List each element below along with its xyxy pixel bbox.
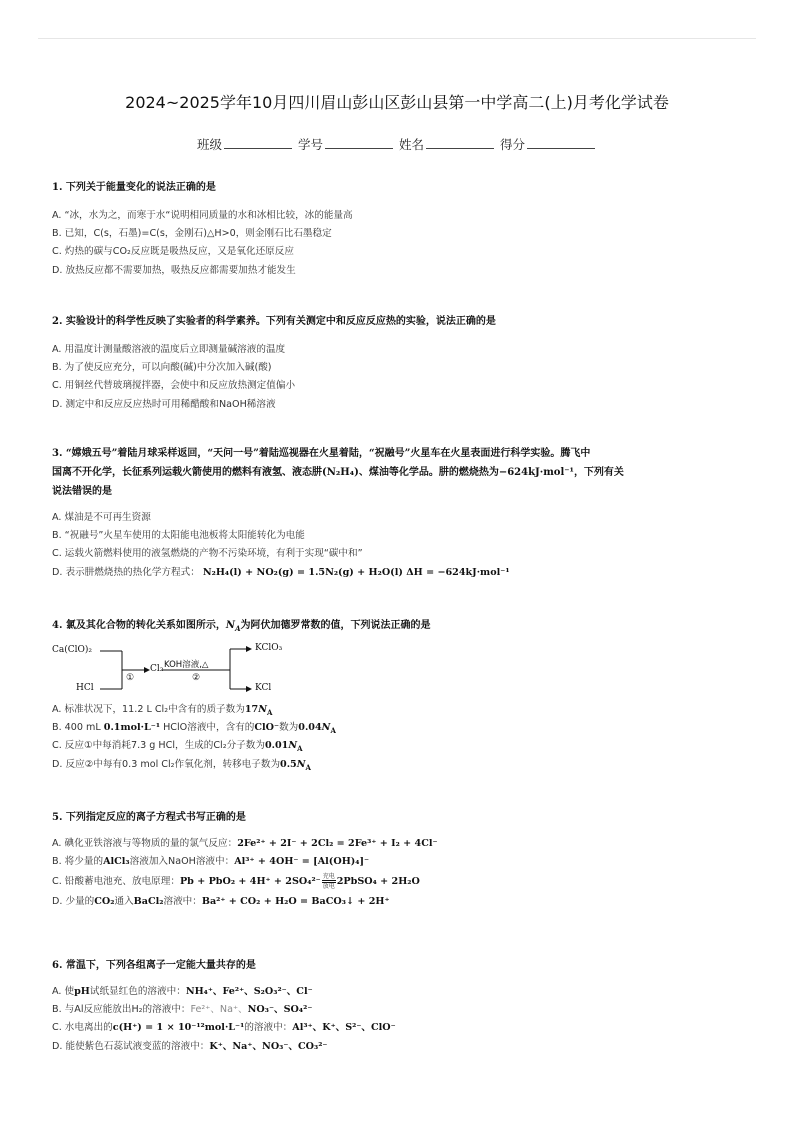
option-b[interactable]: B. 将少量的AlCl₃溶液加入NaOH溶液中：Al³⁺ + 4OH⁻ = [Al(OH)₄]⁻ — [52, 856, 370, 868]
charge-discharge-arrow: 充电 放电 — [322, 872, 335, 890]
name-blank[interactable] — [426, 137, 494, 149]
option-d[interactable]: D. 表示肼燃烧热的热化学方程式： N₂H₄(l) + NO₂(g) = 1.5N₂(g) + H₂O(l) ΔH = −624kJ·mol⁻¹ — [52, 566, 510, 578]
student-info-line — [0, 135, 794, 153]
score-blank[interactable] — [527, 137, 595, 149]
option-d[interactable]: D. 少量的CO₂通入BaCl₂溶液中：Ba²⁺ + CO₂ + H₂O = BaCO₃↓ + 2H⁺ — [52, 896, 390, 908]
product-cl2: Cl₂ — [150, 664, 164, 674]
option-b[interactable]: B. “祝融号”火星车使用的太阳能电池板将太阳能转化为电能 — [52, 530, 305, 542]
class-label: 班级 — [196, 137, 222, 152]
question-stem: 3. “嫦娥五号”着陆月球采样返回，“天问一号”着陆巡视器在火星着陆，“祝融号”火星车在火星表面进行科学实验。腾飞中 国离不开化学，长征系列运载火箭使用的燃料有液氢、液态肼(N₂H₄)、煤油等化学品。肼的燃烧热为−624kJ·mol⁻¹，下列有关 说法错误的是 — [52, 448, 624, 497]
option-b[interactable]: B. 已知，C(s，石墨)=C(s，金刚石)△H>0，则金刚石比石墨稳定 — [52, 228, 332, 240]
step-2-label: ② — [192, 673, 201, 683]
option-b[interactable]: B. 400 mL 0.1mol·L⁻¹ HClO溶液中，含有的ClO⁻数为$0.04N_A$ — [52, 722, 336, 736]
top-divider — [38, 38, 756, 39]
option-b[interactable]: B. 与Al反应能放出H₂的溶液中：Fe²⁺、Na⁺、NO₃⁻、SO₄²⁻ — [52, 1004, 313, 1016]
name-label: 姓名 — [398, 137, 424, 152]
option-c[interactable]: C. 用铜丝代替玻璃搅拌器，会使中和反应放热测定值偏小 — [52, 380, 296, 392]
option-a[interactable]: A. “冰，水为之，而寒于水“说明相同质量的水和冰相比较，冰的能量高 — [52, 210, 353, 221]
question-2 — [52, 312, 742, 414]
reactant-caclo2: Ca(ClO)₂ — [52, 645, 93, 655]
option-b[interactable]: B. 为了使反应充分，可以向酸(碱)中分次加入碱(酸) — [52, 362, 272, 374]
question-4 — [52, 616, 742, 774]
question-stem: 5. 下列指定反应的离子方程式书写正确的是 — [52, 812, 246, 823]
option-d[interactable]: D. 放热反应都不需要加热，吸热反应都需要加热才能发生 — [52, 264, 296, 276]
question-6 — [52, 956, 742, 1056]
question-1 — [52, 178, 742, 280]
question-3 — [52, 444, 742, 582]
id-label: 学号 — [297, 137, 323, 152]
class-blank[interactable] — [224, 137, 292, 149]
step-2-condition: KOH溶液,△ — [164, 660, 209, 670]
thermochemical-equation: N₂H₄(l) + NO₂(g) = 1.5N₂(g) + H₂O(l) ΔH = −624kJ·mol⁻¹ — [202, 566, 510, 578]
question-5 — [52, 808, 742, 912]
option-a[interactable]: A. 用温度计测量酸溶液的温度后立即测量碱溶液的温度 — [52, 344, 286, 355]
question-stem: 6. 常温下，下列各组离子一定能大量共存的是 — [52, 960, 256, 971]
option-c[interactable]: C. 灼热的碳与CO₂反应既是吸热反应，又是氧化还原反应 — [52, 246, 294, 258]
option-d[interactable]: D. 能使紫色石蕊试液变蓝的溶液中：K⁺、Na⁺、NO₃⁻、CO₃²⁻ — [52, 1040, 328, 1052]
product-kcl: KCl — [255, 683, 272, 693]
page-title: 2024~2025学年10月四川眉山彭山区彭山县第一中学高二(上)月考化学试卷 — [125, 93, 669, 112]
question-stem: 1. 下列关于能量变化的说法正确的是 — [52, 182, 216, 193]
question-stem: 2. 实验设计的科学性反映了实验者的科学素养。下列有关测定中和反应反应热的实验，说法正确的是 — [52, 316, 496, 327]
option-a[interactable]: A. 使pH试纸显红色的溶液中：NH₄⁺、Fe²⁺、S₂O₃²⁻、Cl⁻ — [52, 986, 313, 997]
score-label: 得分 — [499, 137, 525, 152]
option-a[interactable]: A. 标准状况下，11.2 L Cl₂中含有的质子数为$17N_A$ — [52, 704, 273, 717]
product-kclo3: KClO₃ — [255, 643, 283, 653]
option-c[interactable]: C. 反应①中每消耗7.3 g HCl，生成的Cl₂分子数为$0.01N_A$ — [52, 740, 303, 754]
chlorine-conversion-diagram — [52, 637, 352, 699]
option-c[interactable]: C. 水电离出的c(H⁺) = 1 × 10⁻¹²mol·L⁻¹的溶液中：Al³⁺、K⁺、S²⁻、ClO⁻ — [52, 1022, 396, 1034]
step-1-label: ① — [126, 673, 135, 683]
option-c[interactable]: C. 铅酸蓄电池充、放电原理：Pb + PbO₂ + 4H⁺ + 2SO₄²⁻ 充电 放电 2PbSO₄ + 2H₂O — [52, 872, 420, 890]
id-blank[interactable] — [325, 137, 393, 149]
option-c[interactable]: C. 运载火箭燃料使用的液氢燃烧的产物不污染环境，有利于实现“碳中和” — [52, 548, 363, 560]
option-d[interactable]: D. 测定中和反应反应热时可用稀醋酸和NaOH稀溶液 — [52, 398, 276, 410]
option-a[interactable]: A. 煤油是不可再生资源 — [52, 512, 151, 523]
option-a[interactable]: A. 碘化亚铁溶液与等物质的量的氯气反应：2Fe²⁺ + 2I⁻ + 2Cl₂ = 2Fe³⁺ + I₂ + 4Cl⁻ — [52, 838, 438, 849]
question-stem: 4. 氯及其化合物的转化关系如图所示，$N_A$为阿伏加德罗常数的值，下列说法正确的是 — [52, 620, 431, 633]
reactant-hcl: HCl — [76, 683, 94, 693]
option-d[interactable]: D. 反应②中每有0.3 mol Cl₂作氧化剂，转移电子数为$0.5N_A$ — [52, 758, 311, 772]
